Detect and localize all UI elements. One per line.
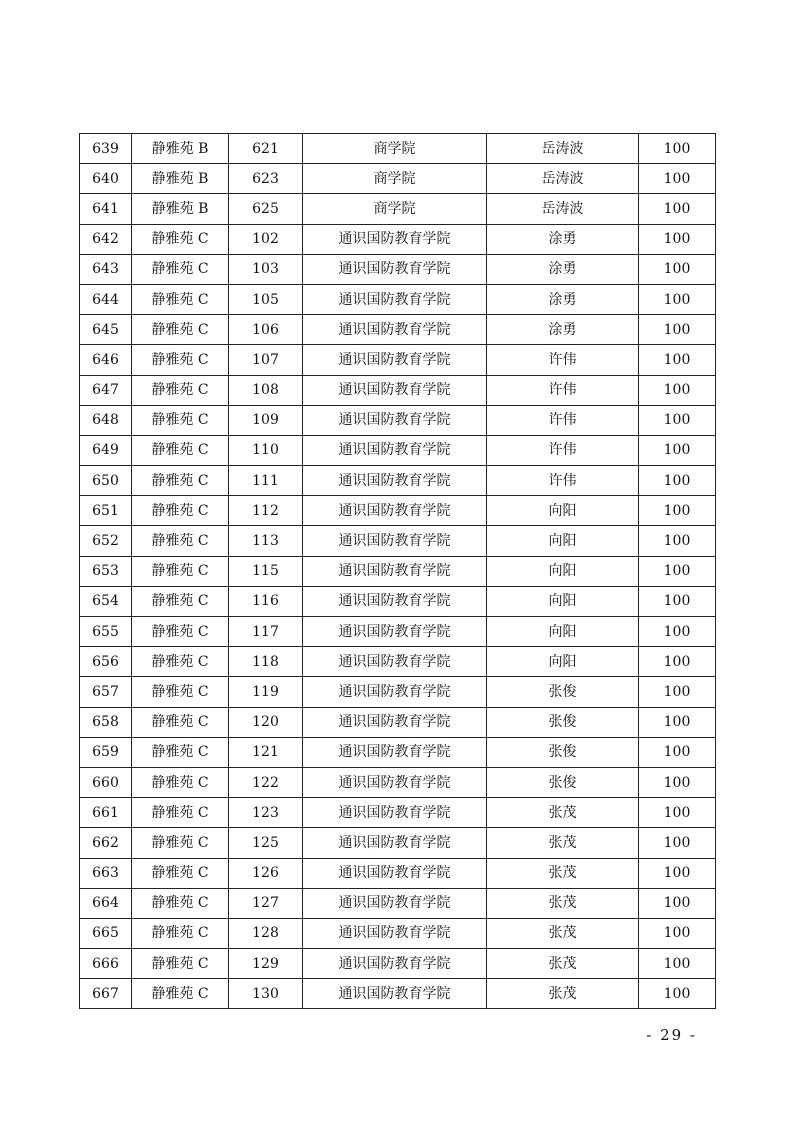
row-number-cell: 649 [80, 435, 132, 465]
building-cell: 静雅苑 C [132, 586, 229, 616]
room-cell: 116 [229, 586, 303, 616]
college-cell: 通识国防教育学院 [303, 556, 487, 586]
room-cell: 623 [229, 164, 303, 194]
person-cell: 向阳 [487, 556, 639, 586]
row-number-cell: 665 [80, 918, 132, 948]
room-cell: 102 [229, 224, 303, 254]
score-cell: 100 [639, 737, 716, 767]
building-cell: 静雅苑 C [132, 737, 229, 767]
row-number-cell: 644 [80, 284, 132, 314]
building-cell: 静雅苑 C [132, 496, 229, 526]
score-cell: 100 [639, 707, 716, 737]
person-cell: 张茂 [487, 828, 639, 858]
table-row [80, 284, 716, 314]
score-cell: 100 [639, 586, 716, 616]
score-cell: 100 [639, 918, 716, 948]
row-number-cell: 645 [80, 315, 132, 345]
row-number-cell: 660 [80, 767, 132, 797]
row-number-cell: 648 [80, 405, 132, 435]
person-cell: 许伟 [487, 435, 639, 465]
row-number-cell: 653 [80, 556, 132, 586]
row-number-cell: 641 [80, 194, 132, 224]
building-cell: 静雅苑 C [132, 375, 229, 405]
score-cell: 100 [639, 466, 716, 496]
room-cell: 117 [229, 617, 303, 647]
building-cell: 静雅苑 C [132, 949, 229, 979]
room-cell: 118 [229, 647, 303, 677]
college-cell: 通识国防教育学院 [303, 526, 487, 556]
college-cell: 商学院 [303, 164, 487, 194]
page-number: - 29 - [646, 1026, 697, 1044]
college-cell: 通识国防教育学院 [303, 888, 487, 918]
table-body [80, 134, 716, 1009]
building-cell: 静雅苑 C [132, 345, 229, 375]
room-cell: 112 [229, 496, 303, 526]
table-row [80, 617, 716, 647]
score-cell: 100 [639, 405, 716, 435]
row-number-cell: 646 [80, 345, 132, 375]
table-row [80, 526, 716, 556]
table-row [80, 345, 716, 375]
score-cell: 100 [639, 556, 716, 586]
room-cell: 130 [229, 979, 303, 1009]
building-cell: 静雅苑 C [132, 858, 229, 888]
building-cell: 静雅苑 C [132, 617, 229, 647]
building-cell: 静雅苑 C [132, 224, 229, 254]
building-cell: 静雅苑 C [132, 284, 229, 314]
building-cell: 静雅苑 C [132, 798, 229, 828]
person-cell: 向阳 [487, 586, 639, 616]
table-row [80, 677, 716, 707]
college-cell: 通识国防教育学院 [303, 224, 487, 254]
college-cell: 通识国防教育学院 [303, 466, 487, 496]
building-cell: 静雅苑 C [132, 767, 229, 797]
score-cell: 100 [639, 315, 716, 345]
building-cell: 静雅苑 C [132, 677, 229, 707]
score-cell: 100 [639, 164, 716, 194]
score-cell: 100 [639, 435, 716, 465]
room-cell: 125 [229, 828, 303, 858]
college-cell: 通识国防教育学院 [303, 405, 487, 435]
table-row [80, 375, 716, 405]
building-cell: 静雅苑 C [132, 647, 229, 677]
row-number-cell: 654 [80, 586, 132, 616]
records-table [79, 133, 716, 1009]
college-cell: 商学院 [303, 134, 487, 164]
table-row [80, 767, 716, 797]
college-cell: 通识国防教育学院 [303, 284, 487, 314]
row-number-cell: 661 [80, 798, 132, 828]
building-cell: 静雅苑 B [132, 194, 229, 224]
college-cell: 通识国防教育学院 [303, 949, 487, 979]
room-cell: 113 [229, 526, 303, 556]
building-cell: 静雅苑 C [132, 918, 229, 948]
row-number-cell: 657 [80, 677, 132, 707]
person-cell: 岳涛波 [487, 134, 639, 164]
score-cell: 100 [639, 224, 716, 254]
table-row [80, 949, 716, 979]
building-cell: 静雅苑 C [132, 405, 229, 435]
score-cell: 100 [639, 617, 716, 647]
score-cell: 100 [639, 949, 716, 979]
table-row [80, 647, 716, 677]
row-number-cell: 640 [80, 164, 132, 194]
row-number-cell: 666 [80, 949, 132, 979]
table-row [80, 496, 716, 526]
person-cell: 许伟 [487, 466, 639, 496]
table-row [80, 858, 716, 888]
row-number-cell: 659 [80, 737, 132, 767]
person-cell: 涂勇 [487, 254, 639, 284]
college-cell: 通识国防教育学院 [303, 737, 487, 767]
building-cell: 静雅苑 B [132, 164, 229, 194]
room-cell: 121 [229, 737, 303, 767]
score-cell: 100 [639, 858, 716, 888]
table-row [80, 254, 716, 284]
score-cell: 100 [639, 496, 716, 526]
person-cell: 张茂 [487, 949, 639, 979]
table-row [80, 556, 716, 586]
college-cell: 通识国防教育学院 [303, 828, 487, 858]
room-cell: 109 [229, 405, 303, 435]
college-cell: 通识国防教育学院 [303, 979, 487, 1009]
person-cell: 向阳 [487, 496, 639, 526]
row-number-cell: 662 [80, 828, 132, 858]
table-row [80, 737, 716, 767]
college-cell: 商学院 [303, 194, 487, 224]
room-cell: 108 [229, 375, 303, 405]
row-number-cell: 647 [80, 375, 132, 405]
room-cell: 106 [229, 315, 303, 345]
person-cell: 向阳 [487, 617, 639, 647]
college-cell: 通识国防教育学院 [303, 435, 487, 465]
person-cell: 涂勇 [487, 224, 639, 254]
person-cell: 许伟 [487, 375, 639, 405]
row-number-cell: 651 [80, 496, 132, 526]
score-cell: 100 [639, 828, 716, 858]
person-cell: 张俊 [487, 677, 639, 707]
person-cell: 向阳 [487, 526, 639, 556]
table-row [80, 979, 716, 1009]
room-cell: 122 [229, 767, 303, 797]
room-cell: 129 [229, 949, 303, 979]
room-cell: 120 [229, 707, 303, 737]
row-number-cell: 658 [80, 707, 132, 737]
room-cell: 115 [229, 556, 303, 586]
score-cell: 100 [639, 979, 716, 1009]
table-row [80, 224, 716, 254]
college-cell: 通识国防教育学院 [303, 918, 487, 948]
building-cell: 静雅苑 C [132, 254, 229, 284]
room-cell: 119 [229, 677, 303, 707]
row-number-cell: 656 [80, 647, 132, 677]
person-cell: 张俊 [487, 737, 639, 767]
score-cell: 100 [639, 194, 716, 224]
building-cell: 静雅苑 C [132, 466, 229, 496]
building-cell: 静雅苑 C [132, 828, 229, 858]
building-cell: 静雅苑 C [132, 315, 229, 345]
room-cell: 123 [229, 798, 303, 828]
person-cell: 涂勇 [487, 315, 639, 345]
room-cell: 110 [229, 435, 303, 465]
person-cell: 许伟 [487, 405, 639, 435]
row-number-cell: 642 [80, 224, 132, 254]
table-row [80, 194, 716, 224]
row-number-cell: 652 [80, 526, 132, 556]
score-cell: 100 [639, 375, 716, 405]
score-cell: 100 [639, 526, 716, 556]
score-cell: 100 [639, 677, 716, 707]
person-cell: 张茂 [487, 979, 639, 1009]
row-number-cell: 643 [80, 254, 132, 284]
college-cell: 通识国防教育学院 [303, 254, 487, 284]
table-row [80, 707, 716, 737]
room-cell: 126 [229, 858, 303, 888]
room-cell: 621 [229, 134, 303, 164]
score-cell: 100 [639, 284, 716, 314]
room-cell: 111 [229, 466, 303, 496]
table-row [80, 888, 716, 918]
table-row [80, 164, 716, 194]
person-cell: 许伟 [487, 345, 639, 375]
room-cell: 127 [229, 888, 303, 918]
building-cell: 静雅苑 C [132, 556, 229, 586]
row-number-cell: 663 [80, 858, 132, 888]
table-row [80, 828, 716, 858]
college-cell: 通识国防教育学院 [303, 586, 487, 616]
row-number-cell: 655 [80, 617, 132, 647]
table-row [80, 315, 716, 345]
person-cell: 张茂 [487, 858, 639, 888]
college-cell: 通识国防教育学院 [303, 707, 487, 737]
person-cell: 岳涛波 [487, 194, 639, 224]
row-number-cell: 650 [80, 466, 132, 496]
building-cell: 静雅苑 C [132, 526, 229, 556]
score-cell: 100 [639, 647, 716, 677]
row-number-cell: 667 [80, 979, 132, 1009]
table-row [80, 134, 716, 164]
person-cell: 向阳 [487, 647, 639, 677]
building-cell: 静雅苑 C [132, 979, 229, 1009]
college-cell: 通识国防教育学院 [303, 798, 487, 828]
score-cell: 100 [639, 888, 716, 918]
score-cell: 100 [639, 134, 716, 164]
person-cell: 张茂 [487, 918, 639, 948]
building-cell: 静雅苑 C [132, 707, 229, 737]
college-cell: 通识国防教育学院 [303, 647, 487, 677]
person-cell: 涂勇 [487, 284, 639, 314]
room-cell: 103 [229, 254, 303, 284]
score-cell: 100 [639, 798, 716, 828]
college-cell: 通识国防教育学院 [303, 496, 487, 526]
college-cell: 通识国防教育学院 [303, 315, 487, 345]
building-cell: 静雅苑 C [132, 888, 229, 918]
room-cell: 105 [229, 284, 303, 314]
person-cell: 岳涛波 [487, 164, 639, 194]
table-row [80, 798, 716, 828]
table-row [80, 918, 716, 948]
person-cell: 张俊 [487, 767, 639, 797]
room-cell: 107 [229, 345, 303, 375]
college-cell: 通识国防教育学院 [303, 858, 487, 888]
college-cell: 通识国防教育学院 [303, 617, 487, 647]
table-row [80, 405, 716, 435]
room-cell: 625 [229, 194, 303, 224]
room-cell: 128 [229, 918, 303, 948]
person-cell: 张茂 [487, 888, 639, 918]
college-cell: 通识国防教育学院 [303, 375, 487, 405]
person-cell: 张俊 [487, 707, 639, 737]
row-number-cell: 664 [80, 888, 132, 918]
table-row [80, 435, 716, 465]
college-cell: 通识国防教育学院 [303, 345, 487, 375]
table-row [80, 466, 716, 496]
building-cell: 静雅苑 C [132, 435, 229, 465]
row-number-cell: 639 [80, 134, 132, 164]
table-row [80, 586, 716, 616]
score-cell: 100 [639, 254, 716, 284]
score-cell: 100 [639, 767, 716, 797]
building-cell: 静雅苑 B [132, 134, 229, 164]
score-cell: 100 [639, 345, 716, 375]
college-cell: 通识国防教育学院 [303, 677, 487, 707]
person-cell: 张茂 [487, 798, 639, 828]
college-cell: 通识国防教育学院 [303, 767, 487, 797]
